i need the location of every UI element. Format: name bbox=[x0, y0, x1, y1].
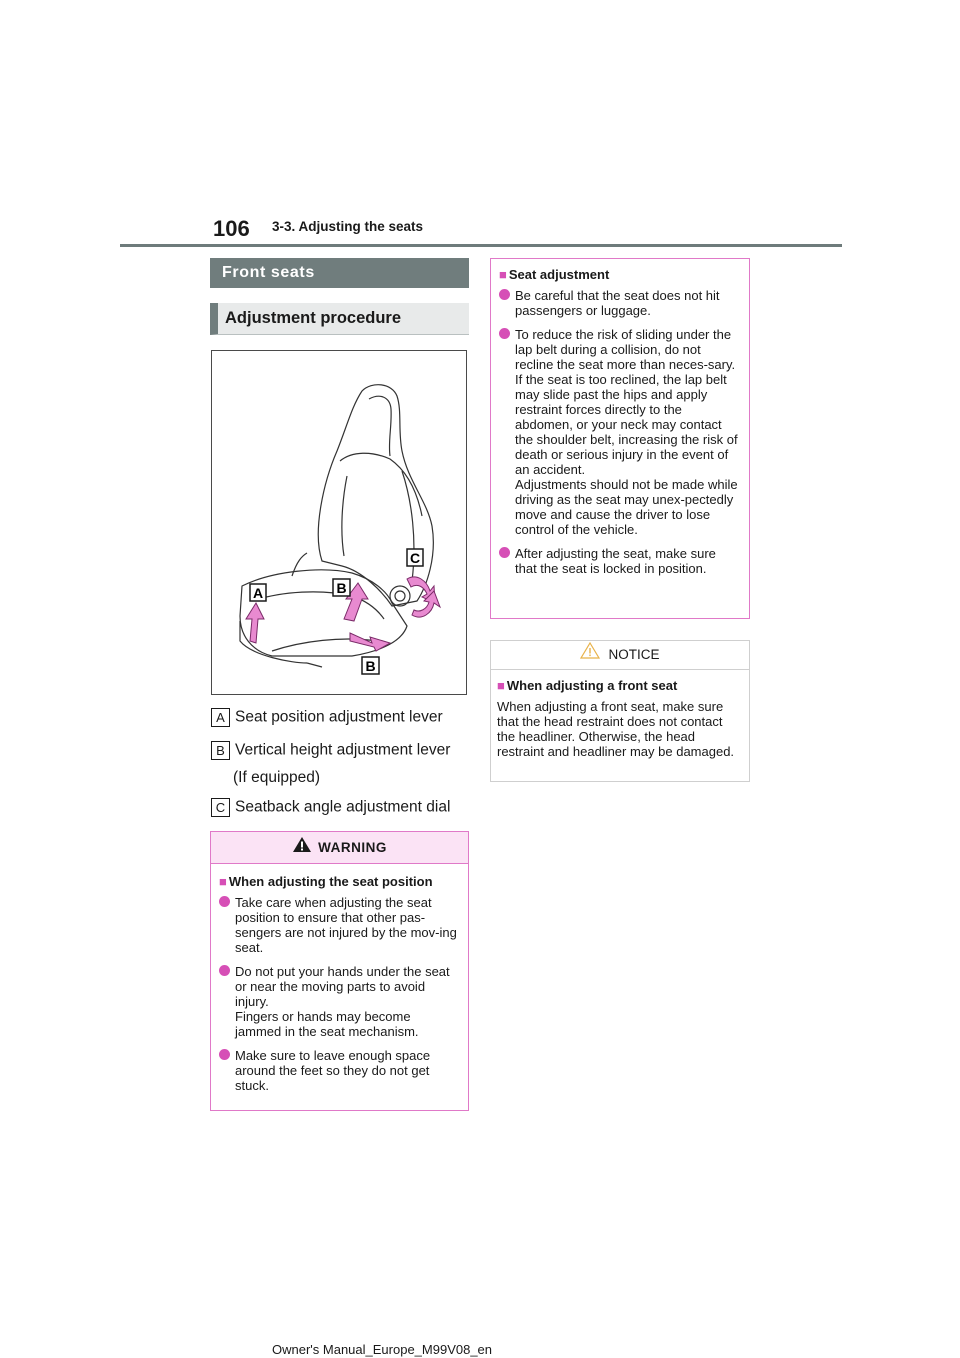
warning-body bbox=[211, 864, 468, 1093]
warning-label: WARNING bbox=[318, 840, 387, 855]
warning-triangle-icon bbox=[292, 833, 312, 864]
item-text: Vertical height adjustment lever bbox=[235, 741, 451, 759]
square-bullet-icon: ■ bbox=[219, 874, 227, 889]
seat-bullet: After adjusting the seat, make sure that the seat is locked in position. bbox=[499, 546, 741, 576]
notice-header bbox=[491, 641, 749, 670]
bullet-dot-icon bbox=[219, 965, 230, 976]
page-number: 106 bbox=[213, 216, 250, 241]
item-letter: B bbox=[211, 741, 230, 760]
seat-adjustment-body bbox=[491, 259, 749, 576]
bullet-dot-icon bbox=[219, 896, 230, 907]
notice-text: When adjusting a front seat, make sure that the head restraint does not contact the headliner. Otherwise, the head restraint and headliner may be damaged. bbox=[497, 699, 735, 759]
bullet-dot-icon bbox=[499, 547, 510, 558]
callout-a: A bbox=[252, 585, 264, 601]
footer-text: Owner's Manual_Europe_M99V08_en bbox=[272, 1342, 493, 1357]
notice-label: NOTICE bbox=[608, 647, 660, 662]
square-bullet-icon: ■ bbox=[499, 267, 507, 282]
section-title: 3-3. Adjusting the seats bbox=[272, 219, 424, 234]
item-text: Seatback angle adjustment dial bbox=[235, 798, 451, 816]
warning-bullet: Take care when adjusting the seat position to ensure that other pas-sengers are not injured by the mov-ing seat. bbox=[219, 895, 460, 955]
warning-bullet: Make sure to leave enough space around the feet so they do not get stuck. bbox=[219, 1048, 460, 1093]
warning-bullet: Do not put your hands under the seat or near the moving parts to avoid injury. Fingers or hands may become jammed in the seat mechanism. bbox=[219, 964, 460, 1039]
notice-triangle-icon bbox=[580, 641, 600, 669]
seat-outline bbox=[240, 385, 433, 667]
item-b bbox=[211, 741, 450, 760]
callout-c: C bbox=[409, 550, 421, 566]
item-letter: C bbox=[211, 798, 230, 817]
item-a bbox=[211, 708, 443, 727]
seat-bullet: To reduce the risk of sliding under the lap belt during a collision, do not recline the seat more than neces-sary. If the seat is too reclined, the lap belt may slide past the hips and apply restraint forces directly to the abdomen, or your neck may contact the shoulder belt, increasing the risk of death or serious injury in the event of an accident. Adjustments should not be made while driving as the seat may unex-pectedly move and cause the driver to lose control of the vehicle. bbox=[499, 327, 741, 537]
callout-b-lower: B bbox=[365, 658, 376, 674]
callout-b-upper: B bbox=[336, 580, 347, 596]
warning-header bbox=[211, 832, 468, 864]
seat-illustration bbox=[211, 350, 467, 695]
warning-box bbox=[210, 831, 469, 1111]
warning-subheading: ■ When adjusting the seat position bbox=[219, 874, 433, 889]
front-seats-heading: Front seats bbox=[210, 258, 469, 288]
seat-bullet: Be careful that the seat does not hit passengers or luggage. bbox=[499, 288, 741, 318]
bullet-dot-icon bbox=[499, 289, 510, 300]
seat-adjustment-heading: ■ Seat adjustment bbox=[499, 267, 610, 282]
seat-drawing bbox=[212, 351, 466, 694]
notice-body bbox=[491, 670, 749, 759]
item-b-note: (If equipped) bbox=[233, 769, 321, 786]
item-text: Seat position adjustment lever bbox=[235, 708, 443, 726]
header-rule bbox=[120, 244, 842, 247]
notice-subheading: ■ When adjusting a front seat bbox=[497, 678, 678, 693]
seat-adjustment-box bbox=[490, 258, 750, 619]
adjustment-procedure-heading: Adjustment procedure bbox=[210, 303, 469, 335]
notice-box bbox=[490, 640, 750, 782]
bullet-dot-icon bbox=[219, 1049, 230, 1060]
bullet-dot-icon bbox=[499, 328, 510, 339]
square-bullet-icon: ■ bbox=[497, 678, 505, 693]
item-letter: A bbox=[211, 708, 230, 727]
item-c bbox=[211, 798, 450, 817]
